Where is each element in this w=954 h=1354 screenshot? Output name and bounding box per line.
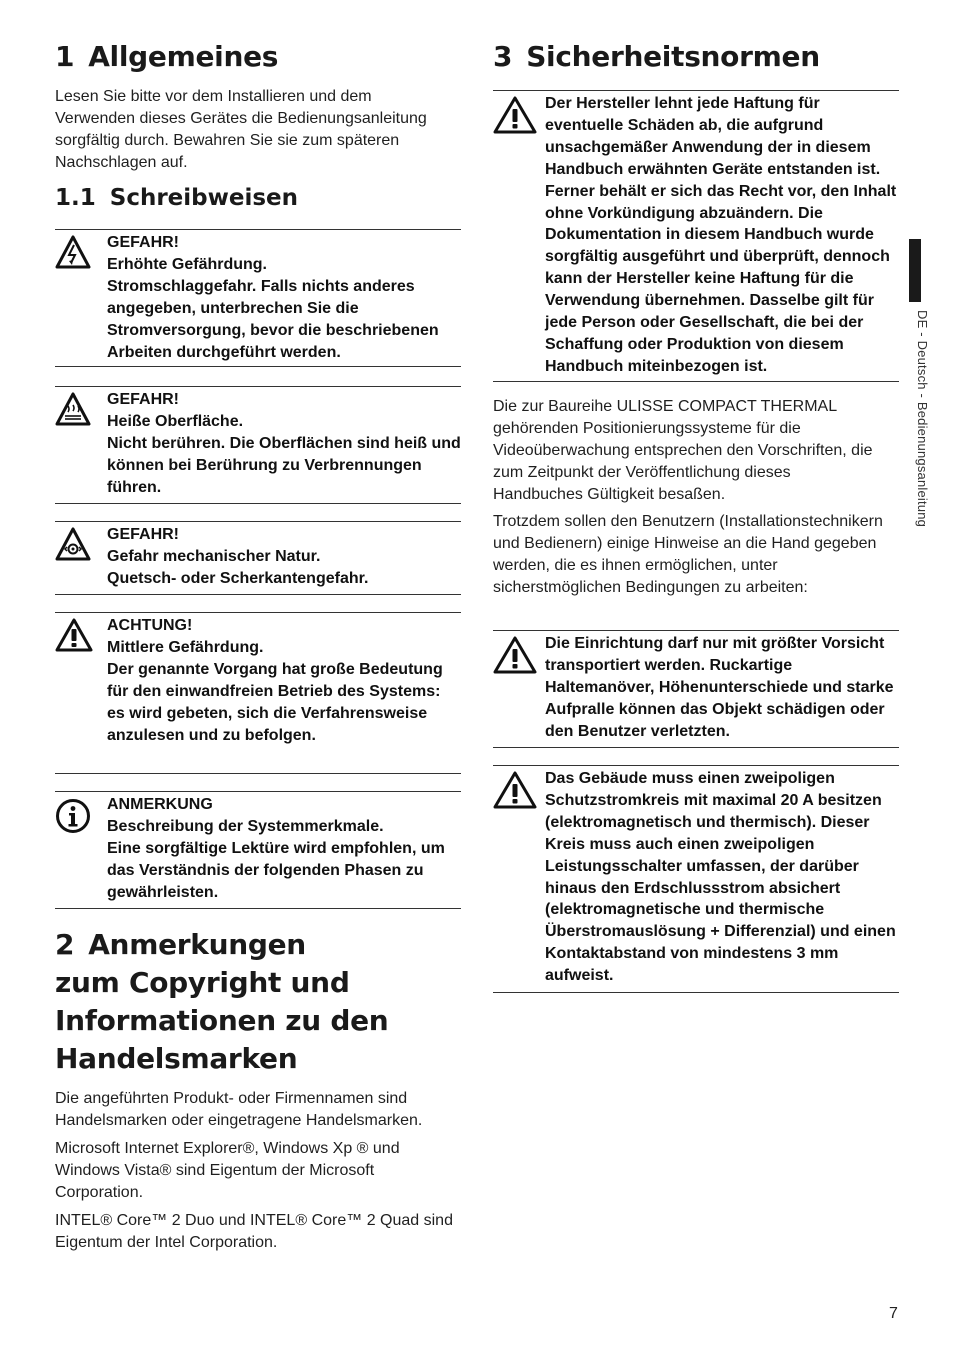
section-2-heading: 2 Anmerkungen zum Copyright und Informationen zu den Handelsmarken xyxy=(55,928,389,1075)
note-liability-text: Der Hersteller lehnt jede Haftung für eventuelle Schäden ab, die aufgrund unsachgemäßer Anwendung der in diesem Handbuch erwähnten Geräte entstanden ist. Ferner behält er sich das Recht vor, den Inhalt ohne Vorkündigung abzuändern. Die Dokumentation in diesem Handbuch wurde sorgfältig ausgeführt und überprüft, dennoch kann der Hersteller keine Haftung für die Verwendung übernehmen. Dasselbe gilt für jede Person oder Gesellschaft, die bei der Schaffung oder Produktion von diesem Handbuch miteinbezogen ist. xyxy=(545,95,897,375)
note-hot-surface: GEFAHR! Heiße Oberfläche. Nicht berühren. Die Oberflächen sind heiß und können bei Berührung zu Verbrennungen führen. xyxy=(55,386,461,504)
note-building-text: Das Gebäude muss einen zweipoligen Schutzstromkreis mit maximal 20 A besitzen (elektromagnetisch und thermisch). Dieser Kreis muss auch einen zweipoligen Leistungsschalter umfassen, der darüber hinaus den Erdschlussstrom absichert (elektromagnetische und thermische Überstromauslösung + Differenzial) und einen Kontaktabstand von mindestens 3 mm aufweist. xyxy=(545,770,896,985)
section-3-heading: 3 Sicherheitsnormen xyxy=(493,40,820,73)
warning-icon xyxy=(55,618,95,658)
note-transport xyxy=(493,630,899,748)
warning-icon xyxy=(493,96,533,136)
note-liability xyxy=(493,90,899,382)
note-mechanical-hazard: GEFAHR! Gefahr mechanischer Natur. Quetsch- oder Scherkantengefahr. xyxy=(55,521,461,595)
language-sidebar-label: DE - Deutsch - Bedienungsanleitung xyxy=(915,310,930,528)
note-building xyxy=(493,765,899,993)
section-3-para-1: Die zur Baureihe ULISSE COMPACT THERMAL gehörenden Positionierungssysteme für die Videoüberwachung entsprechen den Vorschriften, die zum Zeitpunkt der Veröffentlichung dieses Handbuches Gültigkeit besaßen. xyxy=(493,398,873,503)
hot-surface-icon xyxy=(55,392,95,432)
mechanical-hazard-icon xyxy=(55,527,95,567)
page-number: 7 xyxy=(889,1305,898,1322)
language-tab-marker xyxy=(909,239,921,302)
note-info: ANMERKUNG Beschreibung der Systemmerkmale. Eine sorgfältige Lektüre wird empfohlen, um das Verständnis der folgenden Phasen zu gewährleisten. xyxy=(55,791,461,909)
warning-icon xyxy=(493,636,533,676)
section-1-1-heading: 1.1 Schreibweisen xyxy=(55,185,299,211)
section-1-heading: 1 Allgemeines xyxy=(55,40,279,73)
electric-hazard-icon xyxy=(55,235,95,275)
section-1-intro: Lesen Sie bitte vor dem Installieren und dem Verwenden dieses Gerätes die Bedienungsanleitung sorgfältig durch. Bewahren Sie sie zum späteren Nachschlagen auf. xyxy=(55,88,427,171)
info-icon xyxy=(55,798,95,838)
warning-icon xyxy=(493,771,533,811)
section-2-para-2: Microsoft Internet Explorer®, Windows Xp ® und Windows Vista® sind Eigentum der Microsoft Corporation. xyxy=(55,1140,400,1201)
section-2-para-3: INTEL® Core™ 2 Duo und INTEL® Core™ 2 Quad sind Eigentum der Intel Corporation. xyxy=(55,1212,453,1251)
section-3-para-2: Trotzdem sollen den Benutzern (Installationstechnikern und Bedienern) einige Hinweise an die Hand gegeben werden, die es ihnen ermöglichen, unter sicherstmöglichen Bedingungen zu arbeiten: xyxy=(493,513,883,596)
section-1-1-title: Schreibweisen xyxy=(109,185,299,211)
note-transport-text: Die Einrichtung darf nur mit größter Vorsicht transportiert werden. Ruckartige Haltemanöver, Höhenunterschiede und starke Aufpralle können das Objekt schädigen oder den Benutzer verletzten. xyxy=(545,635,894,740)
note-warning: ACHTUNG! Mittlere Gefährdung. Der genannte Vorgang hat große Bedeutung für den einwandfreien Betrieb des Systems: es wird gebeten, sich die Verfahrensweise anzulesen und zu befolgen. xyxy=(55,612,461,774)
section-1-title: Allgemeines xyxy=(88,40,279,73)
section-3-title: Sicherheitsnormen xyxy=(526,40,820,73)
note-electric-hazard: GEFAHR! Erhöhte Gefährdung. Stromschlaggefahr. Falls nichts anderes angegeben, unterbrechen Sie die Stromversorgung, bevor die beschriebenen Arbeiten durchgeführt werden. xyxy=(55,229,461,367)
section-2-para-1: Die angeführten Produkt- oder Firmennamen sind Handelsmarken oder eingetragene Handelsmarken. xyxy=(55,1090,423,1129)
